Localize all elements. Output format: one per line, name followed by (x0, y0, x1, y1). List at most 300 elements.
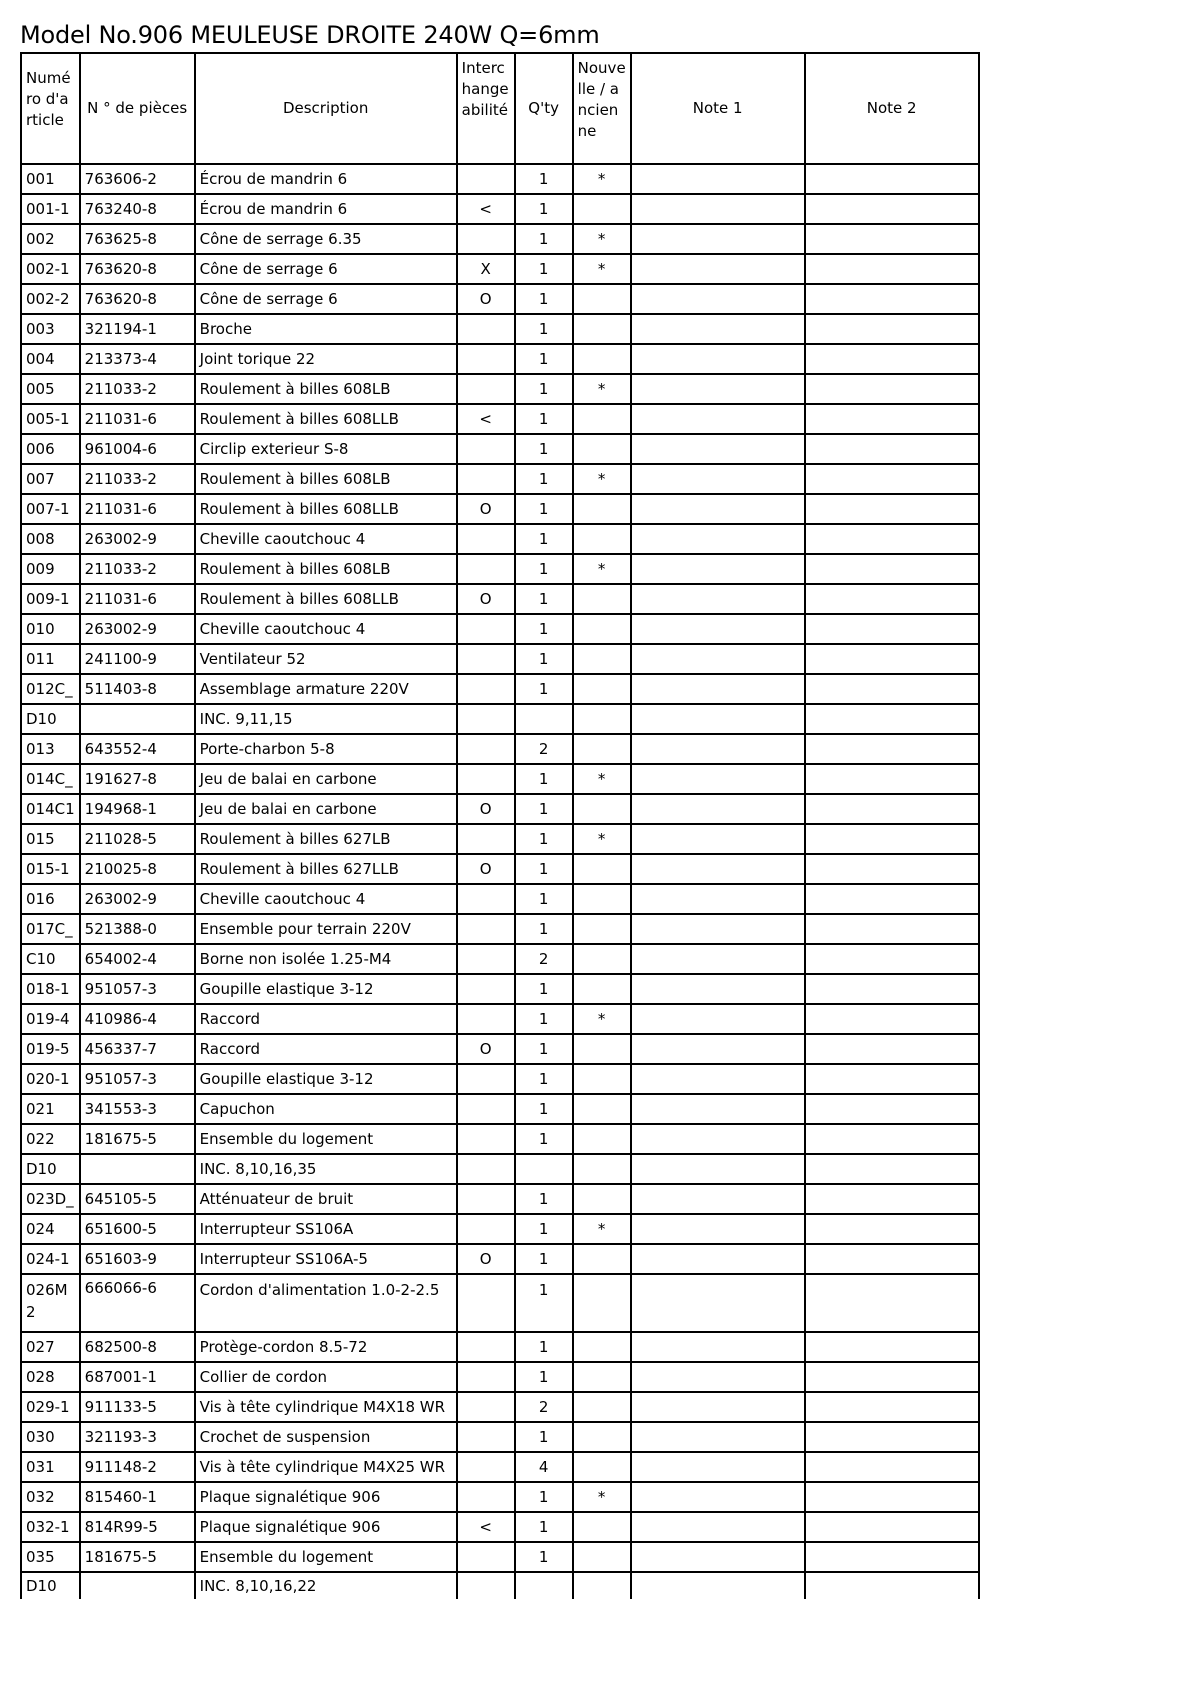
qty-cell: 1 (515, 464, 573, 494)
table-row (21, 1064, 979, 1094)
part-no-cell: 651603-9 (80, 1244, 195, 1274)
qty-cell: 1 (515, 1332, 573, 1362)
part-no-cell: 815460-1 (80, 1482, 195, 1512)
table-row (21, 1094, 979, 1124)
qty-cell: 1 (515, 434, 573, 464)
interchangeability-cell (457, 614, 515, 644)
new-old-cell (573, 1362, 631, 1392)
new-old-cell (573, 314, 631, 344)
note2-cell (805, 374, 979, 404)
table-row (21, 854, 979, 884)
interchangeability-cell (457, 644, 515, 674)
note2-cell (805, 1124, 979, 1154)
item-no-cell: 001-1 (21, 194, 80, 224)
interchangeability-cell: < (457, 1512, 515, 1542)
part-no-cell: 321194-1 (80, 314, 195, 344)
description-cell: Cordon d'alimentation 1.0-2-2.5 (195, 1274, 457, 1332)
new-old-cell (573, 524, 631, 554)
interchangeability-cell (457, 524, 515, 554)
item-no-cell: 006 (21, 434, 80, 464)
qty-cell: 1 (515, 824, 573, 854)
new-old-cell (573, 344, 631, 374)
new-old-cell (573, 644, 631, 674)
interchangeability-cell: O (457, 794, 515, 824)
note1-cell (631, 1184, 805, 1214)
description-cell: Roulement à billes 608LB (195, 464, 457, 494)
item-no-cell: 035 (21, 1542, 80, 1572)
description-cell: Écrou de mandrin 6 (195, 164, 457, 194)
part-no-cell: 211033-2 (80, 464, 195, 494)
qty-cell: 1 (515, 1064, 573, 1094)
interchangeability-cell (457, 1332, 515, 1362)
new-old-cell (573, 434, 631, 464)
part-no-cell: 911148-2 (80, 1452, 195, 1482)
item-no-cell: 019-4 (21, 1004, 80, 1034)
description-cell: Roulement à billes 608LLB (195, 584, 457, 614)
interchangeability-cell (457, 344, 515, 374)
note2-cell (805, 944, 979, 974)
interchangeability-cell: O (457, 584, 515, 614)
table-row (21, 524, 979, 554)
part-no-cell: 211031-6 (80, 404, 195, 434)
note1-cell (631, 524, 805, 554)
new-old-cell (573, 1244, 631, 1274)
qty-cell: 1 (515, 794, 573, 824)
note1-cell (631, 974, 805, 1004)
part-no-cell: 191627-8 (80, 764, 195, 794)
part-no-cell: 763620-8 (80, 254, 195, 284)
note1-cell (631, 1274, 805, 1332)
new-old-cell (573, 1512, 631, 1542)
description-cell: Plaque signalétique 906 (195, 1482, 457, 1512)
description-cell: Borne non isolée 1.25-M4 (195, 944, 457, 974)
new-old-cell (573, 1572, 631, 1599)
note1-cell (631, 164, 805, 194)
note1-cell (631, 254, 805, 284)
note1-cell (631, 194, 805, 224)
description-cell: Ventilateur 52 (195, 644, 457, 674)
note2-cell (805, 344, 979, 374)
interchangeability-cell (457, 824, 515, 854)
item-no-cell: 017C_ (21, 914, 80, 944)
part-no-cell: 645105-5 (80, 1184, 195, 1214)
description-cell: Protège-cordon 8.5-72 (195, 1332, 457, 1362)
note1-cell (631, 1244, 805, 1274)
interchangeability-cell: O (457, 284, 515, 314)
note1-cell (631, 224, 805, 254)
note1-cell (631, 584, 805, 614)
qty-cell: 1 (515, 584, 573, 614)
table-row (21, 374, 979, 404)
interchangeability-cell (457, 1482, 515, 1512)
note1-cell (631, 1034, 805, 1064)
interchangeability-cell: < (457, 404, 515, 434)
note2-cell (805, 1154, 979, 1184)
note1-cell (631, 644, 805, 674)
qty-cell: 4 (515, 1452, 573, 1482)
note2-cell (805, 1244, 979, 1274)
new-old-cell (573, 1332, 631, 1362)
interchangeability-cell: O (457, 1244, 515, 1274)
table-row (21, 644, 979, 674)
qty-cell: 1 (515, 884, 573, 914)
new-old-cell: * (573, 824, 631, 854)
header-note2: Note 2 (805, 53, 979, 164)
table-row (21, 584, 979, 614)
item-no-cell: 024 (21, 1214, 80, 1244)
qty-cell: 1 (515, 524, 573, 554)
note1-cell (631, 914, 805, 944)
item-no-cell: 009 (21, 554, 80, 584)
qty-cell: 1 (515, 254, 573, 284)
header-part-no: N ° de pièces (80, 53, 195, 164)
qty-cell: 2 (515, 944, 573, 974)
part-no-cell: 511403-8 (80, 674, 195, 704)
note2-cell (805, 1482, 979, 1512)
item-no-cell: 032 (21, 1482, 80, 1512)
interchangeability-cell (457, 224, 515, 254)
part-no-cell: 210025-8 (80, 854, 195, 884)
description-cell: Capuchon (195, 1094, 457, 1124)
qty-cell: 1 (515, 1542, 573, 1572)
qty-cell: 1 (515, 224, 573, 254)
description-cell: Cône de serrage 6 (195, 254, 457, 284)
qty-cell: 1 (515, 344, 573, 374)
new-old-cell (573, 1542, 631, 1572)
note2-cell (805, 254, 979, 284)
qty-cell: 1 (515, 194, 573, 224)
part-no-cell: 763240-8 (80, 194, 195, 224)
table-header-row (21, 53, 979, 164)
description-cell: INC. 8,10,16,22 (195, 1572, 457, 1599)
item-no-cell: 015 (21, 824, 80, 854)
description-cell: Cheville caoutchouc 4 (195, 614, 457, 644)
table-row (21, 914, 979, 944)
new-old-cell (573, 194, 631, 224)
note1-cell (631, 884, 805, 914)
table-row (21, 284, 979, 314)
description-cell: Circlip exterieur S-8 (195, 434, 457, 464)
item-no-cell: 004 (21, 344, 80, 374)
item-no-cell: 022 (21, 1124, 80, 1154)
part-no-cell: 211033-2 (80, 374, 195, 404)
note1-cell (631, 854, 805, 884)
description-cell: Joint torique 22 (195, 344, 457, 374)
interchangeability-cell (457, 1422, 515, 1452)
note2-cell (805, 1542, 979, 1572)
new-old-cell: * (573, 1482, 631, 1512)
description-cell: Ensemble du logement (195, 1542, 457, 1572)
table-row (21, 794, 979, 824)
interchangeability-cell (457, 734, 515, 764)
interchangeability-cell (457, 974, 515, 1004)
item-no-cell: 032-1 (21, 1512, 80, 1542)
item-no-cell: 010 (21, 614, 80, 644)
note1-cell (631, 434, 805, 464)
new-old-cell (573, 914, 631, 944)
item-no-cell: D10 (21, 704, 80, 734)
interchangeability-cell (457, 374, 515, 404)
interchangeability-cell (457, 1542, 515, 1572)
description-cell: Raccord (195, 1034, 457, 1064)
note2-cell (805, 224, 979, 254)
new-old-cell (573, 1094, 631, 1124)
note1-cell (631, 1482, 805, 1512)
new-old-cell: * (573, 464, 631, 494)
qty-cell: 1 (515, 1214, 573, 1244)
new-old-cell (573, 494, 631, 524)
part-no-cell: 341553-3 (80, 1094, 195, 1124)
item-no-cell: 030 (21, 1422, 80, 1452)
new-old-cell (573, 1034, 631, 1064)
qty-cell: 1 (515, 1422, 573, 1452)
page-title: Model No.906 MEULEUSE DROITE 240W Q=6mm (20, 21, 600, 49)
description-cell: Cheville caoutchouc 4 (195, 524, 457, 554)
qty-cell: 2 (515, 734, 573, 764)
qty-cell: 1 (515, 554, 573, 584)
new-old-cell (573, 974, 631, 1004)
description-cell: Cheville caoutchouc 4 (195, 884, 457, 914)
interchangeability-cell (457, 1124, 515, 1154)
interchangeability-cell (457, 554, 515, 584)
item-no-cell: 023D_ (21, 1184, 80, 1214)
note2-cell (805, 524, 979, 554)
note2-cell (805, 284, 979, 314)
interchangeability-cell: O (457, 494, 515, 524)
qty-cell: 1 (515, 854, 573, 884)
item-no-cell: 002-2 (21, 284, 80, 314)
description-cell: Jeu de balai en carbone (195, 764, 457, 794)
note2-cell (805, 314, 979, 344)
part-no-cell: 263002-9 (80, 884, 195, 914)
description-cell: Roulement à billes 608LB (195, 374, 457, 404)
item-no-cell: 024-1 (21, 1244, 80, 1274)
note2-cell (805, 824, 979, 854)
note2-cell (805, 614, 979, 644)
new-old-cell: * (573, 1004, 631, 1034)
note2-cell (805, 854, 979, 884)
qty-cell: 1 (515, 404, 573, 434)
new-old-cell: * (573, 374, 631, 404)
note2-cell (805, 1214, 979, 1244)
note1-cell (631, 1214, 805, 1244)
new-old-cell (573, 1184, 631, 1214)
description-cell: Roulement à billes 608LLB (195, 404, 457, 434)
item-no-cell: 003 (21, 314, 80, 344)
header-new-old: Nouvelle / ancienne (573, 53, 631, 164)
table-row (21, 404, 979, 434)
note1-cell (631, 1452, 805, 1482)
note2-cell (805, 914, 979, 944)
table-row (21, 1124, 979, 1154)
item-no-cell: 008 (21, 524, 80, 554)
table-row (21, 1392, 979, 1422)
note1-cell (631, 1362, 805, 1392)
table-row (21, 1004, 979, 1034)
note1-cell (631, 374, 805, 404)
table-row (21, 884, 979, 914)
interchangeability-cell (457, 1064, 515, 1094)
table-row (21, 824, 979, 854)
table-row (21, 974, 979, 1004)
description-cell: Vis à tête cylindrique M4X18 WR (195, 1392, 457, 1422)
note2-cell (805, 194, 979, 224)
note1-cell (631, 674, 805, 704)
note2-cell (805, 1572, 979, 1599)
item-no-cell: 002 (21, 224, 80, 254)
qty-cell (515, 1154, 573, 1184)
interchangeability-cell (457, 1154, 515, 1184)
part-no-cell: 211031-6 (80, 494, 195, 524)
note1-cell (631, 944, 805, 974)
note2-cell (805, 734, 979, 764)
interchangeability-cell (457, 1184, 515, 1214)
table-row (21, 314, 979, 344)
part-no-cell: 181675-5 (80, 1542, 195, 1572)
part-no-cell: 666066-6 (80, 1274, 195, 1332)
new-old-cell: * (573, 164, 631, 194)
note1-cell (631, 284, 805, 314)
interchangeability-cell (457, 1214, 515, 1244)
description-cell: Porte-charbon 5-8 (195, 734, 457, 764)
description-cell: Ensemble du logement (195, 1124, 457, 1154)
description-cell: Roulement à billes 608LLB (195, 494, 457, 524)
table-row (21, 194, 979, 224)
note1-cell (631, 794, 805, 824)
new-old-cell (573, 704, 631, 734)
table-row (21, 734, 979, 764)
new-old-cell (573, 1274, 631, 1332)
item-no-cell: 015-1 (21, 854, 80, 884)
note2-cell (805, 1362, 979, 1392)
part-no-cell: 211028-5 (80, 824, 195, 854)
new-old-cell (573, 1124, 631, 1154)
note2-cell (805, 1422, 979, 1452)
new-old-cell (573, 734, 631, 764)
note1-cell (631, 824, 805, 854)
new-old-cell (573, 1452, 631, 1482)
qty-cell (515, 704, 573, 734)
part-no-cell: 682500-8 (80, 1332, 195, 1362)
new-old-cell (573, 674, 631, 704)
new-old-cell (573, 1392, 631, 1422)
new-old-cell (573, 884, 631, 914)
new-old-cell: * (573, 254, 631, 284)
table-row (21, 1214, 979, 1244)
note2-cell (805, 434, 979, 464)
item-no-cell: C10 (21, 944, 80, 974)
table-row (21, 1332, 979, 1362)
note2-cell (805, 1332, 979, 1362)
item-no-cell: D10 (21, 1154, 80, 1184)
new-old-cell (573, 794, 631, 824)
part-no-cell: 911133-5 (80, 1392, 195, 1422)
interchangeability-cell: X (457, 254, 515, 284)
item-no-cell: 020-1 (21, 1064, 80, 1094)
interchangeability-cell (457, 1094, 515, 1124)
item-no-cell: 011 (21, 644, 80, 674)
interchangeability-cell (457, 1392, 515, 1422)
interchangeability-cell (457, 884, 515, 914)
part-no-cell: 521388-0 (80, 914, 195, 944)
description-cell: Ensemble pour terrain 220V (195, 914, 457, 944)
description-cell: Cône de serrage 6.35 (195, 224, 457, 254)
part-no-cell: 951057-3 (80, 974, 195, 1004)
note1-cell (631, 464, 805, 494)
note2-cell (805, 1094, 979, 1124)
table-row (21, 1572, 979, 1599)
interchangeability-cell (457, 914, 515, 944)
note2-cell (805, 974, 979, 1004)
note1-cell (631, 554, 805, 584)
new-old-cell (573, 404, 631, 434)
qty-cell: 1 (515, 764, 573, 794)
note1-cell (631, 1422, 805, 1452)
description-cell: Jeu de balai en carbone (195, 794, 457, 824)
table-row (21, 464, 979, 494)
note1-cell (631, 344, 805, 374)
note1-cell (631, 614, 805, 644)
description-cell: Atténuateur de bruit (195, 1184, 457, 1214)
new-old-cell (573, 1064, 631, 1094)
new-old-cell: * (573, 764, 631, 794)
table-row (21, 1034, 979, 1064)
description-cell: Interrupteur SS106A-5 (195, 1244, 457, 1274)
table-row (21, 1482, 979, 1512)
qty-cell (515, 1572, 573, 1599)
description-cell: Assemblage armature 220V (195, 674, 457, 704)
new-old-cell (573, 584, 631, 614)
qty-cell: 2 (515, 1392, 573, 1422)
parts-table (20, 52, 980, 1599)
note2-cell (805, 1274, 979, 1332)
note1-cell (631, 1124, 805, 1154)
description-cell: Crochet de suspension (195, 1422, 457, 1452)
interchangeability-cell: O (457, 854, 515, 884)
header-item-no: Numéro d'article (21, 53, 80, 164)
note2-cell (805, 644, 979, 674)
table-row (21, 1512, 979, 1542)
qty-cell: 1 (515, 314, 573, 344)
qty-cell: 1 (515, 1124, 573, 1154)
table-row (21, 554, 979, 584)
note1-cell (631, 314, 805, 344)
new-old-cell (573, 1422, 631, 1452)
description-cell: INC. 9,11,15 (195, 704, 457, 734)
part-no-cell: 241100-9 (80, 644, 195, 674)
item-no-cell: 014C1 (21, 794, 80, 824)
note2-cell (805, 1004, 979, 1034)
note1-cell (631, 1542, 805, 1572)
interchangeability-cell (457, 1362, 515, 1392)
qty-cell: 1 (515, 974, 573, 1004)
qty-cell: 1 (515, 1512, 573, 1542)
note2-cell (805, 1392, 979, 1422)
note2-cell (805, 1064, 979, 1094)
item-no-cell: 016 (21, 884, 80, 914)
description-cell: Roulement à billes 627LLB (195, 854, 457, 884)
description-cell: Raccord (195, 1004, 457, 1034)
item-no-cell: 026M2 (21, 1274, 80, 1332)
item-no-cell: 028 (21, 1362, 80, 1392)
note2-cell (805, 1034, 979, 1064)
table-row (21, 1542, 979, 1572)
qty-cell: 1 (515, 644, 573, 674)
part-no-cell: 263002-9 (80, 614, 195, 644)
description-cell: Écrou de mandrin 6 (195, 194, 457, 224)
interchangeability-cell (457, 704, 515, 734)
description-cell: Collier de cordon (195, 1362, 457, 1392)
